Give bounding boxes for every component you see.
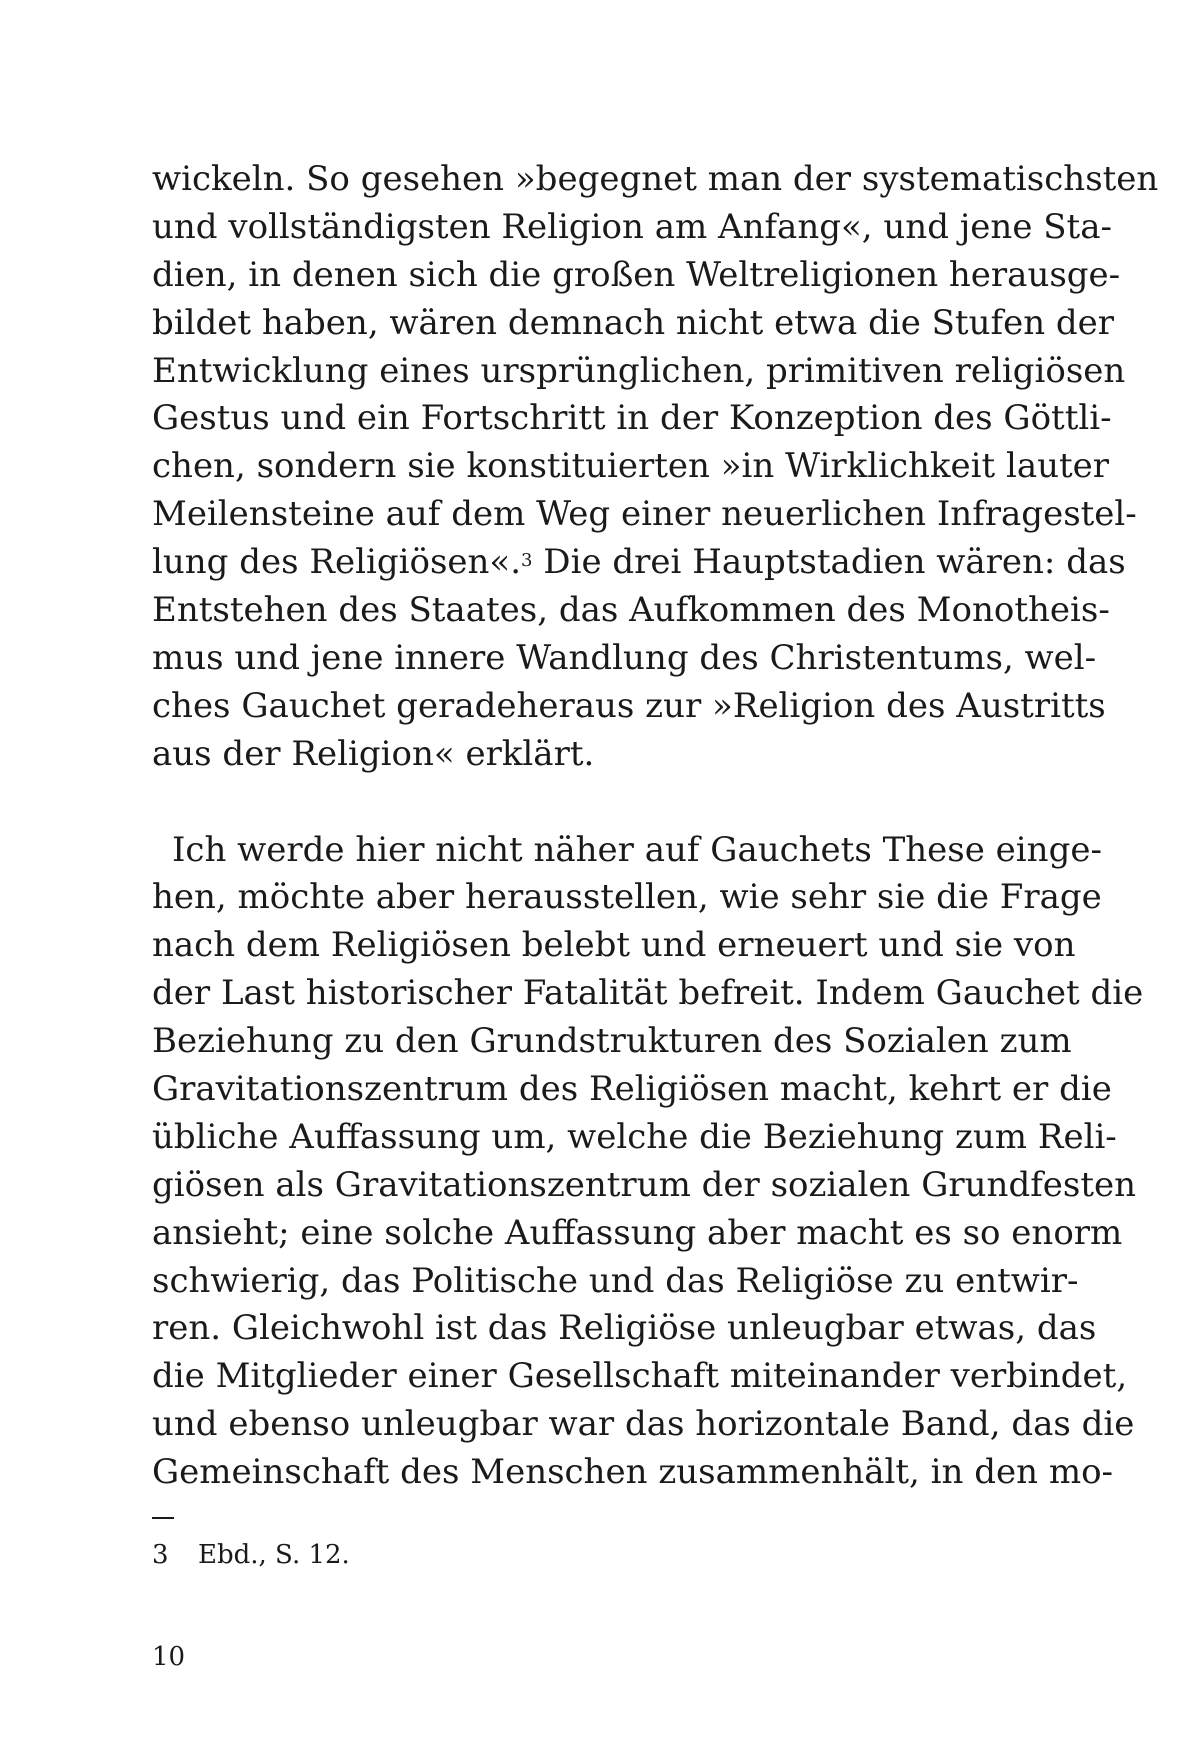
text-line: ansieht; eine solche Auffassung aber macht es so enorm — [152, 1212, 1123, 1253]
footnote-text: Ebd., S. 12. — [198, 1540, 350, 1570]
paragraph-gap — [152, 779, 1045, 827]
footnote-rule — [152, 1517, 174, 1519]
text-line: lung des Religiösen«.$^3$ Die drei Hauptstadien wären: das — [152, 542, 1126, 583]
footnote — [152, 1538, 350, 1572]
text-line: ches Gauchet geradeheraus zur »Religion des Austritts — [152, 685, 1106, 726]
text-line: Ich werde hier nicht näher auf Gauchets These einge- — [172, 829, 1102, 870]
footnote-reference: 3 — [521, 550, 533, 572]
text-line: Beziehung zu den Grundstrukturen des Sozialen zum — [152, 1021, 1072, 1062]
text-line: chen, sondern sie konstituierten »in Wirklichkeit lauter — [152, 446, 1110, 487]
text-line: der Last historischer Fatalität befreit. Indem Gauchet die — [152, 973, 1144, 1014]
paragraph — [152, 156, 1159, 779]
text-line: wickeln. So gesehen »begegnet man der systematischsten — [152, 159, 1159, 199]
text-line: übliche Auffassung um, welche die Beziehung zum Reli- — [152, 1116, 1117, 1157]
text-line: Gestus und ein Fortschritt in der Konzeption des Göttli- — [152, 398, 1112, 439]
paragraph — [152, 827, 1144, 1497]
text-line: Meilensteine auf dem Weg einer neuerlichen Infragestel- — [152, 494, 1137, 535]
page-number: 10 — [152, 1642, 186, 1672]
text-line: bildet haben, wären demnach nicht etwa die Stufen der — [152, 302, 1115, 343]
text-line: Entstehen des Staates, das Aufkommen des Monotheis- — [152, 590, 1110, 631]
text-line: hen, möchte aber herausstellen, wie sehr sie die Frage — [152, 877, 1102, 918]
text-line: und ebenso unleugbar war das horizontale Band, das die — [152, 1404, 1135, 1445]
text-line: Entwicklung eines ursprünglichen, primitiven religiösen — [152, 350, 1126, 391]
text-line: Gemeinschaft des Menschen zusammenhält, in den mo- — [152, 1452, 1114, 1493]
text-line: nach dem Religiösen belebt und erneuert und sie von — [152, 925, 1076, 966]
text-line: Gravitationszentrum des Religiösen macht, kehrt er die — [152, 1069, 1112, 1110]
text-line: aus der Religion« erklärt. — [152, 733, 595, 774]
text-line: mus und jene innere Wandlung des Christentums, wel- — [152, 637, 1097, 678]
text-line: giösen als Gravitationszentrum der sozialen Grundfesten — [152, 1164, 1137, 1205]
text-line: die Mitglieder einer Gesellschaft miteinander verbindet, — [152, 1356, 1128, 1397]
footnote-number: 3 — [152, 1540, 169, 1570]
text-line: schwierig, das Politische und das Religiöse zu entwir- — [152, 1260, 1079, 1301]
text-line: und vollständigsten Religion am Anfang«, und jene Sta- — [152, 206, 1112, 247]
text-line: ren. Gleichwohl ist das Religiöse unleugbar etwas, das — [152, 1308, 1097, 1349]
text-line: dien, in denen sich die großen Weltreligionen herausge- — [152, 254, 1121, 295]
body-text — [152, 156, 1159, 1497]
